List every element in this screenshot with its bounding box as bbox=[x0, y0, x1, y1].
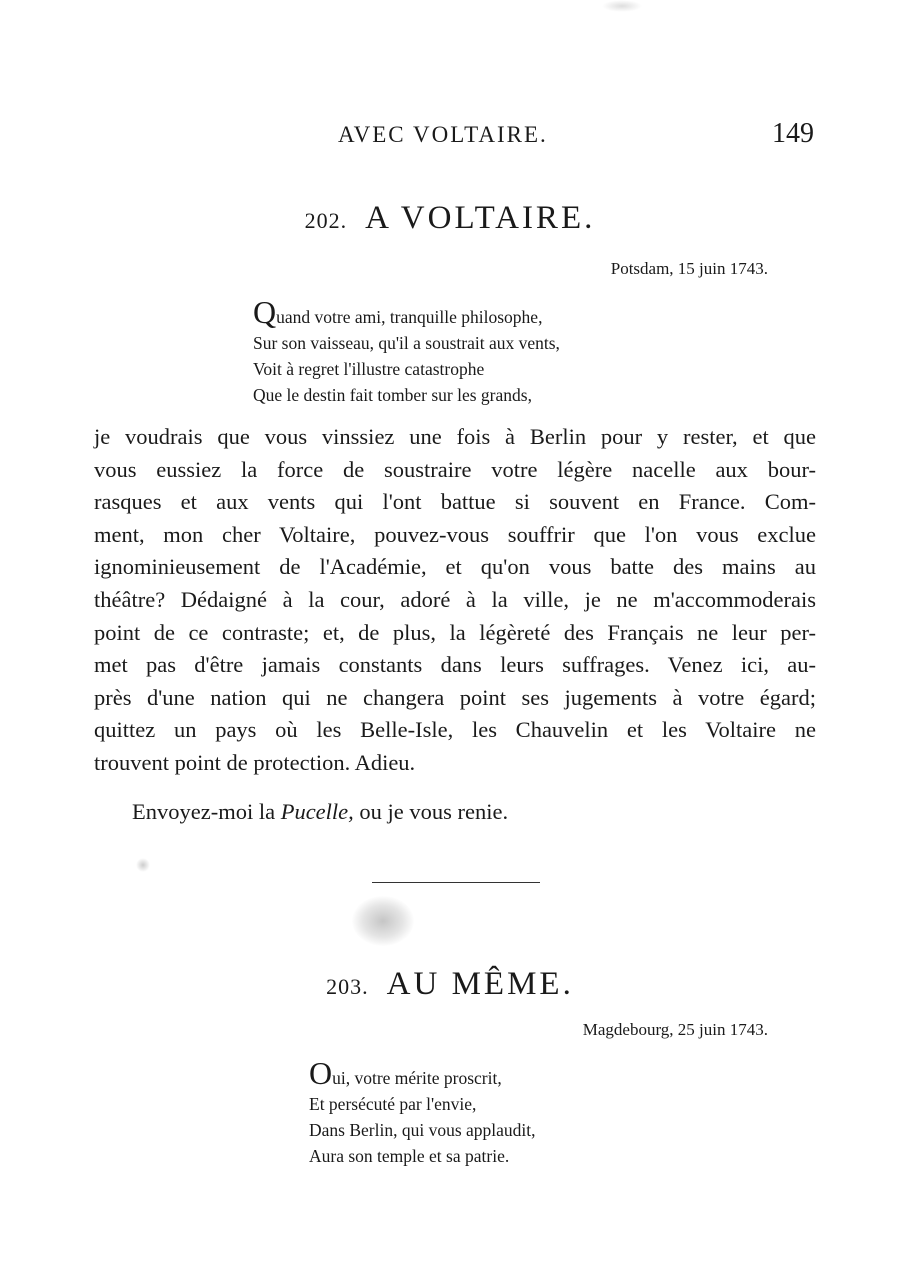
page-number: 149 bbox=[772, 118, 814, 149]
letter-heading bbox=[0, 966, 900, 1003]
letter-title: AU MÊME. bbox=[386, 966, 574, 1002]
ink-stain bbox=[352, 896, 414, 946]
section-rule bbox=[372, 882, 540, 883]
letter-body bbox=[94, 421, 816, 780]
letter-title: A VOLTAIRE. bbox=[365, 200, 596, 236]
verse-line: Oui, votre mérite proscrit, bbox=[309, 1055, 502, 1091]
running-title: AVEC VOLTAIRE. bbox=[338, 122, 548, 147]
prose-line: quittez un pays où les Belle-Isle, les Chauvelin et les Voltaire ne bbox=[94, 717, 816, 743]
prose-line: je voudrais que vous vinssiez une fois à Berlin pour y rester, et que bbox=[94, 424, 816, 449]
dateline: Magdebourg, 25 juin 1743. bbox=[582, 1020, 768, 1039]
verse-line: Quand votre ami, tranquille philosophe, bbox=[253, 294, 543, 330]
prose-line: ment, mon cher Voltaire, pouvez-vous souffrir que l'on vous exclue bbox=[94, 521, 816, 547]
verse-line: Aura son temple et sa patrie. bbox=[309, 1146, 510, 1166]
verse-line: Et persécuté par l'envie, bbox=[309, 1094, 477, 1114]
paper-speck bbox=[602, 0, 642, 12]
verse-stanza bbox=[309, 1055, 536, 1169]
dateline: Potsdam, 15 juin 1743. bbox=[610, 259, 768, 278]
prose-line: ignominieusement de l'Académie, et qu'on vous batte des mains au bbox=[94, 554, 816, 580]
verse-line: Voit à regret l'illustre catastrophe bbox=[253, 359, 485, 379]
letter-number: 203. bbox=[326, 974, 369, 999]
prose-line: théâtre? Dédaigné à la cour, adoré à la ville, je ne m'accommoderais bbox=[94, 586, 816, 612]
prose-line: vous eussiez la force de soustraire votre légère nacelle aux bour- bbox=[94, 456, 816, 482]
verse-line: Dans Berlin, qui vous applaudit, bbox=[309, 1120, 536, 1140]
running-head bbox=[0, 118, 900, 154]
drop-cap: Q bbox=[253, 294, 277, 330]
prose-line: met pas d'être jamais constants dans leurs suffrages. Venez ici, au- bbox=[94, 652, 816, 678]
verse-line: Sur son vaisseau, qu'il a soustrait aux vents, bbox=[253, 333, 560, 353]
prose-line: près d'une nation qui ne changera point ses jugements à votre égard; bbox=[94, 684, 816, 710]
verse-stanza bbox=[253, 294, 560, 408]
closing-line: Envoyez-moi la Pucelle, ou je vous renie. bbox=[132, 799, 509, 824]
prose-line: rasques et aux vents qui l'ont battue si souvent en France. Com- bbox=[94, 489, 816, 515]
letter-heading bbox=[0, 200, 900, 237]
letter-number: 202. bbox=[304, 208, 348, 233]
italic-title: Pucelle, bbox=[280, 799, 354, 824]
verse-line: Que le destin fait tomber sur les grands, bbox=[253, 385, 532, 405]
prose-line: trouvent point de protection. Adieu. bbox=[94, 749, 416, 775]
drop-cap: O bbox=[309, 1055, 333, 1091]
ink-speck bbox=[136, 858, 150, 872]
prose-line: point de ce contraste; et, de plus, la légèreté des Français ne leur per- bbox=[94, 619, 816, 645]
